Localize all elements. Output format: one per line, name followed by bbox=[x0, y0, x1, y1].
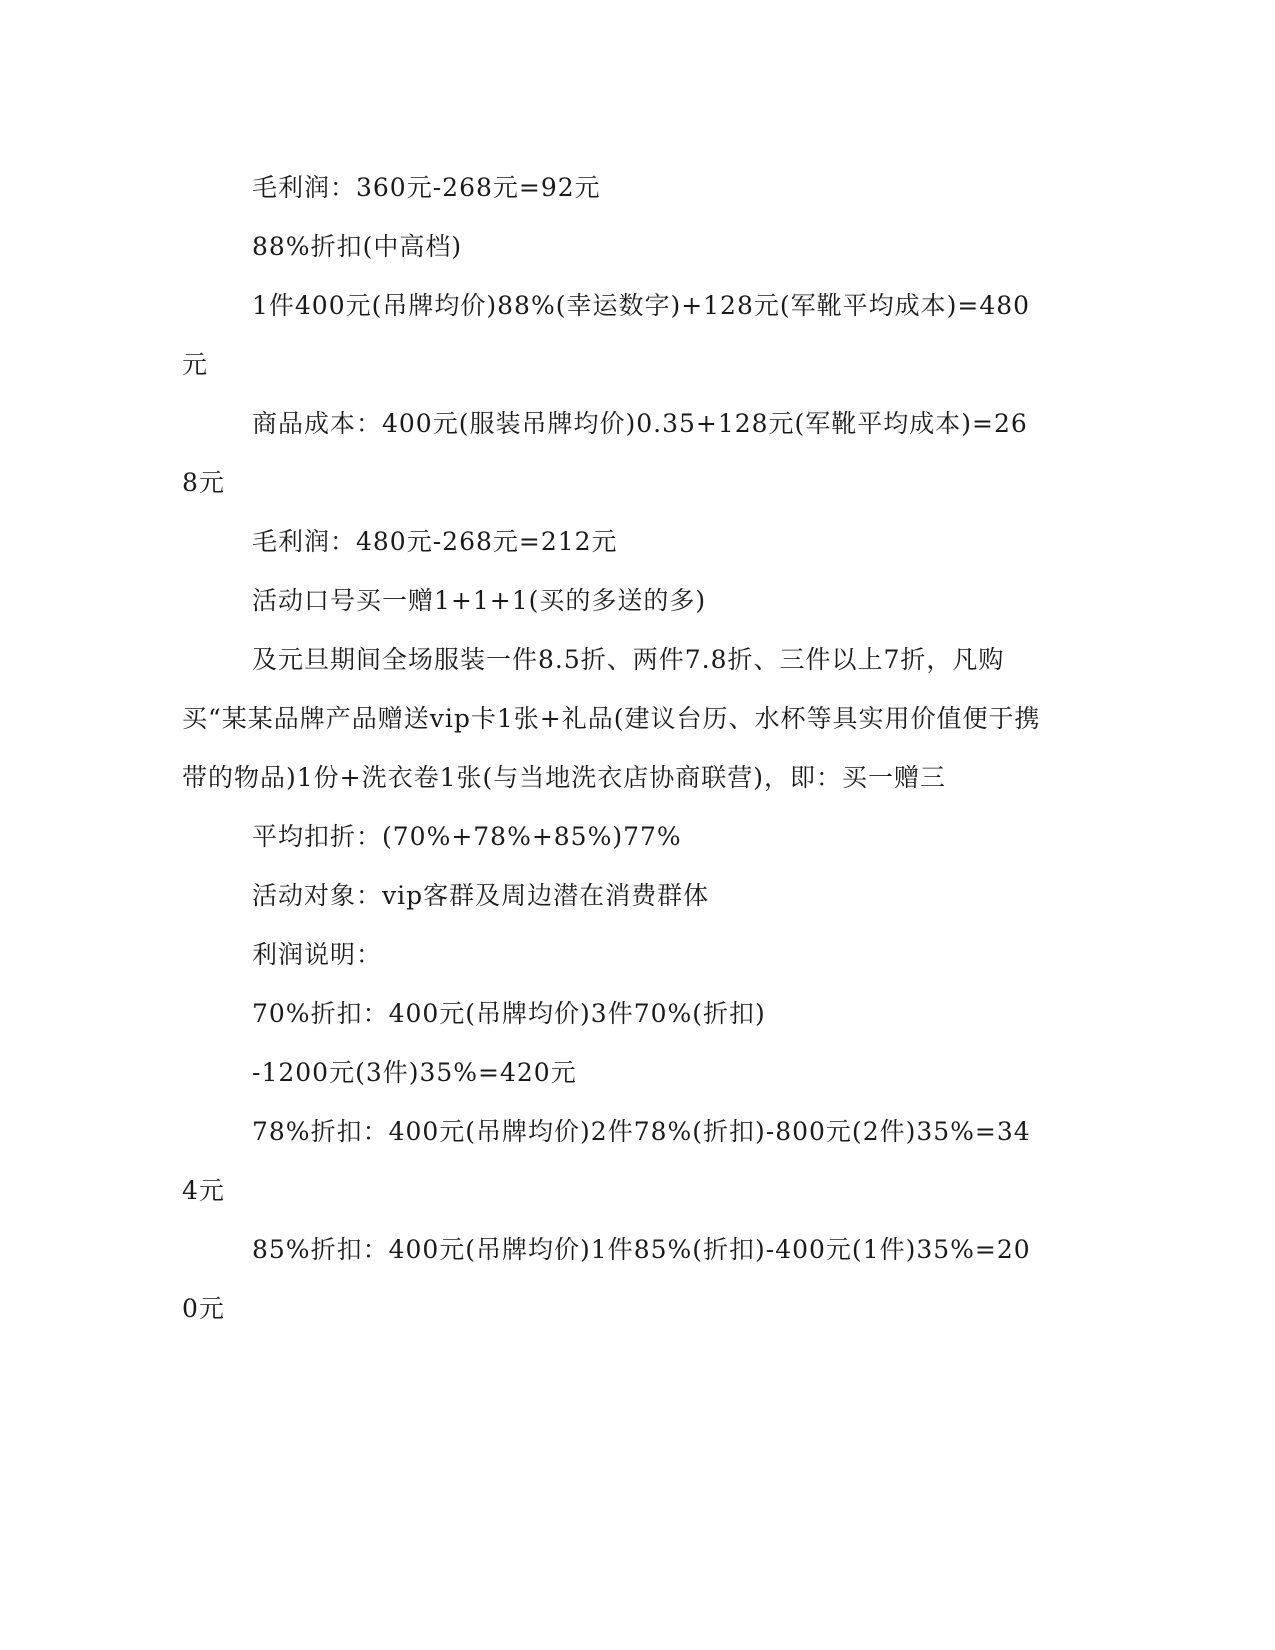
paragraph: 利润说明： bbox=[252, 940, 383, 969]
paragraph: 活动口号买一赠1+1+1(买的多送的多) bbox=[252, 586, 707, 615]
paragraph: 1件400元(吊牌均价)88%(幸运数字)+128元(军靴平均成本)=480元 bbox=[182, 291, 1031, 379]
paragraph: 毛利润：480元-268元=212元 bbox=[252, 527, 618, 556]
paragraph: 78%折扣：400元(吊牌均价)2件78%(折扣)-800元(2件)35%=344元 bbox=[182, 1117, 1031, 1205]
paragraph: 商品成本：400元(服装吊牌均价)0.35+128元(军靴平均成本)=268元 bbox=[182, 409, 1028, 497]
paragraph: 平均扣折：(70%+78%+85%)77% bbox=[252, 822, 682, 851]
paragraph: 及元旦期间全场服装一件8.5折、两件7.8折、三件以上7折，凡购买“某某品牌产品赠送vip卡1张+礼品(建议台历、水杯等具实用价值便于携带的物品)1份+洗衣卷1张(与当地洗衣店协商联营)，即：买一赠三 bbox=[182, 645, 1041, 792]
paragraph: 88%折扣(中高档) bbox=[252, 232, 463, 261]
paragraph: 70%折扣：400元(吊牌均价)3件70%(折扣) bbox=[252, 999, 766, 1028]
paragraph: 活动对象：vip客群及周边潜在消费群体 bbox=[252, 881, 710, 910]
paragraph: 85%折扣：400元(吊牌均价)1件85%(折扣)-400元(1件)35%=200元 bbox=[182, 1235, 1031, 1323]
paragraph: 毛利润：360元-268元=92元 bbox=[252, 173, 601, 202]
document-body bbox=[182, 158, 1042, 1338]
paragraph: -1200元(3件)35%=420元 bbox=[252, 1058, 577, 1087]
